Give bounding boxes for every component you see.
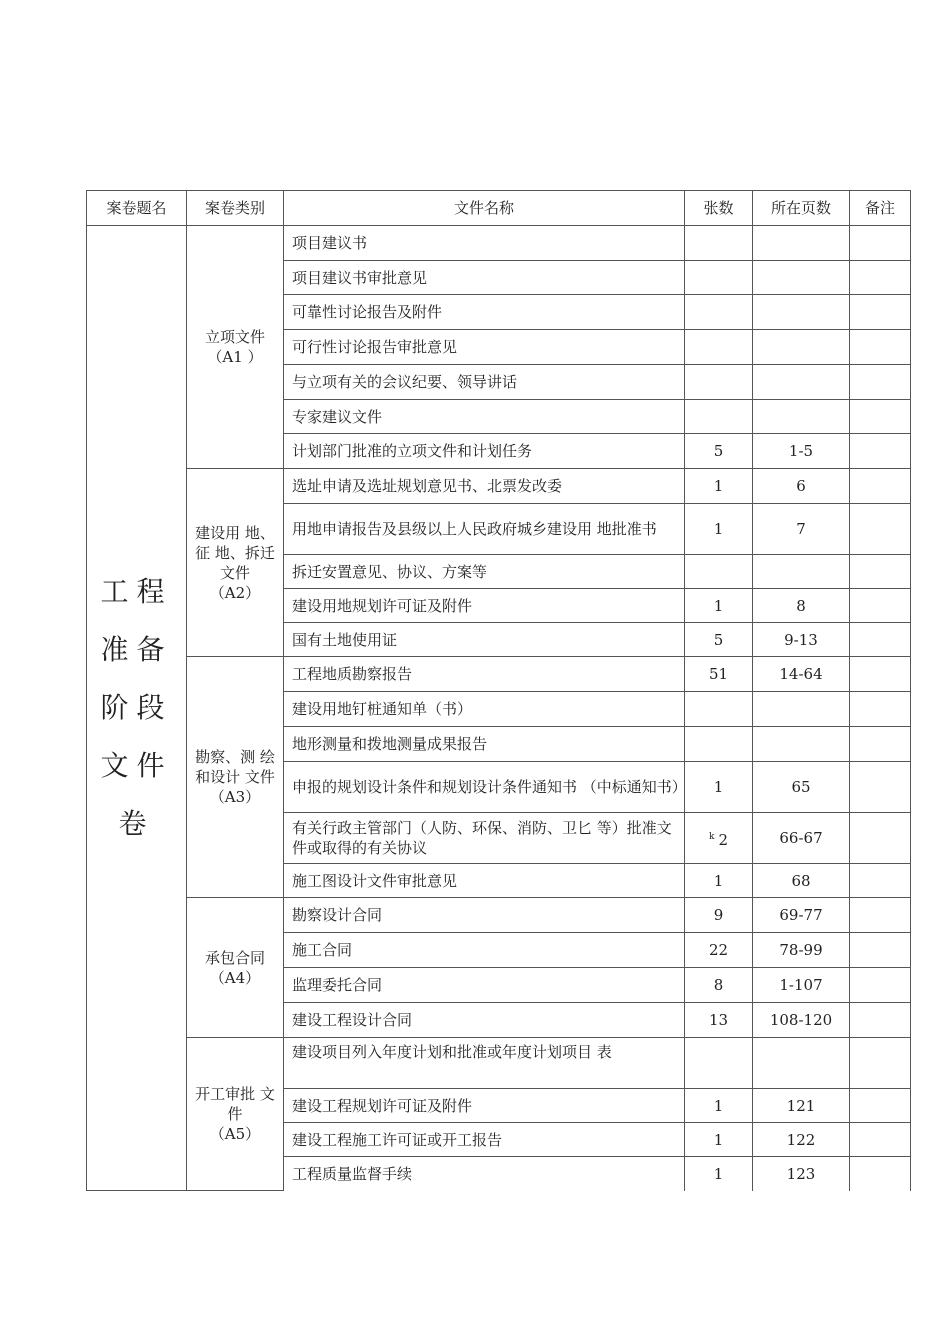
sheet-count: 1 [685,1089,753,1123]
sheet-count: 1 [685,762,753,813]
header-sheet-count: 张数 [685,191,753,226]
page-range [753,555,850,589]
header-volume-category: 案卷类别 [187,191,284,226]
file-name: 专家建议文件 [284,400,685,434]
category-a4 [187,898,284,1038]
category-a2 [187,469,284,657]
page-range: 65 [753,762,850,813]
table-row [87,226,911,261]
file-name: 施工合同 [284,933,685,968]
sheet-count [685,295,753,330]
header-volume-title: 案卷题名 [87,191,187,226]
page-range: 123 [753,1157,850,1191]
sheet-count: 13 [685,1003,753,1038]
remark [850,968,911,1003]
sheet-count [685,261,753,295]
sheet-count [685,1038,753,1089]
file-name: 可靠性讨论报告及附件 [284,295,685,330]
sheet-count: 22 [685,933,753,968]
category-a3 [187,657,284,898]
remark [850,727,911,762]
category-name: 立项文件 [204,328,265,346]
file-name: 建设工程施工许可证或开工报告 [284,1123,685,1157]
page-range: 121 [753,1089,850,1123]
page-range: 6 [753,469,850,504]
file-name: 选址申请及选址规划意见书、北票发改委 [284,469,685,504]
category-code: （A5） [209,1125,261,1143]
file-name: 计划部门批准的立项文件和计划任务 [284,434,685,469]
remark [850,864,911,898]
sheet-count: 8 [685,968,753,1003]
sheet-count [685,330,753,365]
page-range: 108-120 [753,1003,850,1038]
remark [850,762,911,813]
remark [850,1038,911,1089]
table-row [87,469,911,504]
file-name: 项目建议书 [284,226,685,261]
remark [850,365,911,400]
sheet-count [685,226,753,261]
page-range: 9-13 [753,623,850,657]
page-range [753,692,850,727]
remark [850,434,911,469]
page-range [753,226,850,261]
page-range: 1-5 [753,434,850,469]
remark [850,1157,911,1191]
sheet-count [685,400,753,434]
sheet-count [685,555,753,589]
page-range [753,727,850,762]
category-name: 开工审批 文件 [195,1085,275,1123]
remark [850,623,911,657]
remark [850,657,911,692]
page-range [753,261,850,295]
file-name: 建设工程设计合同 [284,1003,685,1038]
file-name: 有关行政主管部门（人防、环保、消防、卫匕 等）批准文件或取得的有关协议 [284,813,685,864]
sheet-count: 5 [685,434,753,469]
table-row [87,1038,911,1089]
file-name: 拆迁安置意见、协议、方案等 [284,555,685,589]
sheet-count: 51 [685,657,753,692]
table-row [87,657,911,692]
file-name: 建设用地钉桩通知单（书） [284,692,685,727]
remark [850,589,911,623]
remark [850,555,911,589]
remark [850,898,911,933]
page-range [753,400,850,434]
category-name: 建设用 地、征 地、拆迁文件 [195,523,275,582]
category-code: （A1 ） [207,348,263,366]
file-name: 建设项目列入年度计划和批准或年度计划项目 表 [284,1038,685,1089]
sheet-count [685,365,753,400]
volume-title-cell [87,226,187,1191]
archive-file-table [86,190,911,1191]
sheet-prefix: k [708,831,715,842]
table-header-row [87,191,911,226]
file-name: 可行性讨论报告审批意见 [284,330,685,365]
sheet-count: 1 [685,589,753,623]
remark [850,1003,911,1038]
page-range: 14-64 [753,657,850,692]
remark [850,330,911,365]
category-a5 [187,1038,284,1191]
file-name: 建设工程规划许可证及附件 [284,1089,685,1123]
volume-title: 工程准备阶段文件卷 [100,575,173,840]
file-name: 工程质量监督手续 [284,1157,685,1191]
file-name: 监理委托合同 [284,968,685,1003]
remark [850,692,911,727]
sheet-count: 1 [685,1157,753,1191]
page-range [753,330,850,365]
remark [850,813,911,864]
page-range: 69-77 [753,898,850,933]
file-name: 勘察设计合同 [284,898,685,933]
remark [850,1123,911,1157]
page-range: 8 [753,589,850,623]
file-name: 用地申请报告及县级以上人民政府城乡建设用 地批准书 [284,504,685,555]
page-range: 122 [753,1123,850,1157]
page-range [753,1038,850,1089]
page-range: 66-67 [753,813,850,864]
category-a1 [187,226,284,469]
sheet-count: 1 [685,864,753,898]
sheet-count: 5 [685,623,753,657]
sheet-count [685,692,753,727]
category-code: （A3） [209,788,261,806]
page-range: 78-99 [753,933,850,968]
file-name: 与立项有关的会议纪要、领导讲话 [284,365,685,400]
category-code: （A4） [209,968,261,987]
remark [850,261,911,295]
file-name: 施工图设计文件审批意见 [284,864,685,898]
category-name: 勘察、测 绘和设计 文件 [195,748,275,786]
remark [850,933,911,968]
table-row [87,898,911,933]
remark [850,469,911,504]
remark [850,226,911,261]
sheet-count [685,727,753,762]
remark [850,504,911,555]
file-name: 国有土地使用证 [284,623,685,657]
category-name: 承包合同 [204,948,265,967]
page-range: 68 [753,864,850,898]
file-name: 工程地质勘察报告 [284,657,685,692]
sheet-count-cell [685,813,753,864]
file-name: 建设用地规划许可证及附件 [284,589,685,623]
sheet-count: 2 [718,830,728,849]
page-range: 1-107 [753,968,850,1003]
sheet-count: 1 [685,469,753,504]
remark [850,295,911,330]
page-range [753,295,850,330]
sheet-count: 1 [685,504,753,555]
file-name: 项目建议书审批意见 [284,261,685,295]
page-range [753,365,850,400]
header-page-range: 所在页数 [753,191,850,226]
remark [850,400,911,434]
sheet-count: 9 [685,898,753,933]
header-file-name: 文件名称 [284,191,685,226]
header-remark: 备注 [850,191,911,226]
remark [850,1089,911,1123]
sheet-count: 1 [685,1123,753,1157]
category-code: （A2） [209,583,261,602]
page-range: 7 [753,504,850,555]
file-name: 地形测量和拨地测量成果报告 [284,727,685,762]
file-name: 申报的规划设计条件和规划设计条件通知书 （中标通知书） [284,762,685,813]
